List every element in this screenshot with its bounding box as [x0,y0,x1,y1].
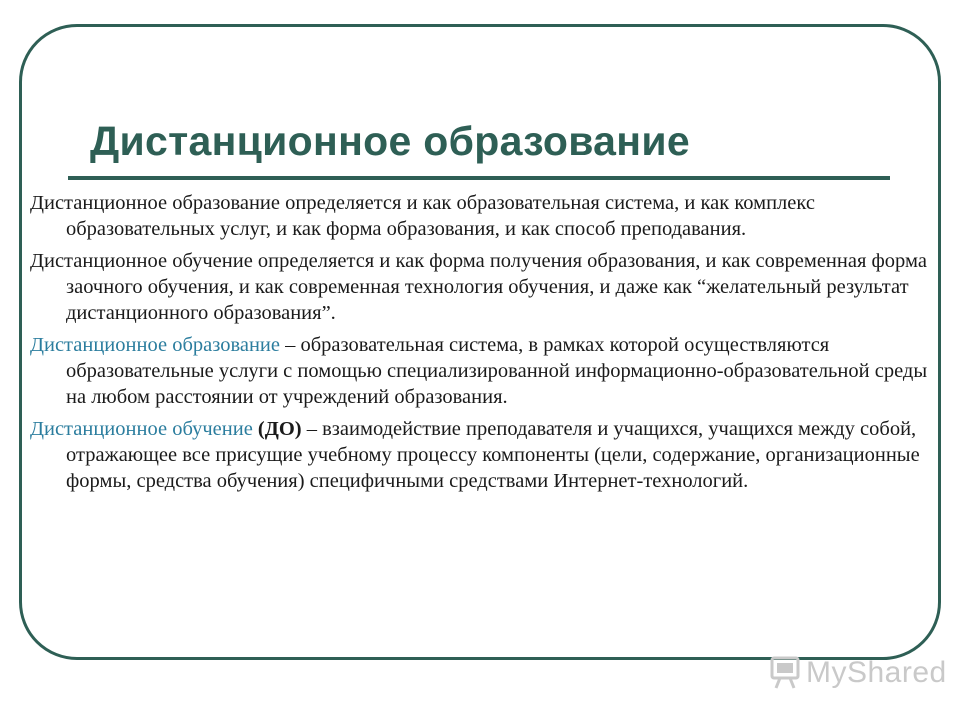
paragraph-4-term: Дистанционное обучение [30,418,253,440]
slide-title: Дистанционное образование [90,118,690,164]
paragraph-3 [30,332,940,410]
paragraph-3-term: Дистанционное образование [30,334,280,356]
slide-body [30,190,940,500]
watermark-text: MyShared [806,656,947,689]
paragraph-1-text: Дистанционное образование определяется и как образовательная система, и как комплекс образовательных услуг, и как форма образования, и как способ преподавания. [30,192,815,240]
watermark [770,656,947,690]
paragraph-4 [30,416,940,494]
presentation-board-icon [770,656,800,690]
paragraph-3-text: – образовательная система, в рамках которой осуществляются образовательные услуги с помощью специализированной информационно-образовательной среды на любом расстоянии от учреждений образования. [66,334,928,408]
paragraph-4-text: – взаимодействие преподавателя и учащихся, учащихся между собой, отражающее все присущие учебному процессу компоненты (цели, содержание, организационные формы, средства обучения) специфичными средствами Интернет-технологий. [66,418,920,492]
paragraph-4-abbr: (ДО) [252,418,302,440]
paragraph-1 [30,190,940,242]
paragraph-2-text: Дистанционное обучение определяется и как форма получения образования, и как современная форма заочного обучения, и как современная технология обучения, и даже как “желательный результат дистанционного образования”. [30,250,927,324]
title-underline [68,176,890,180]
paragraph-2 [30,248,940,326]
